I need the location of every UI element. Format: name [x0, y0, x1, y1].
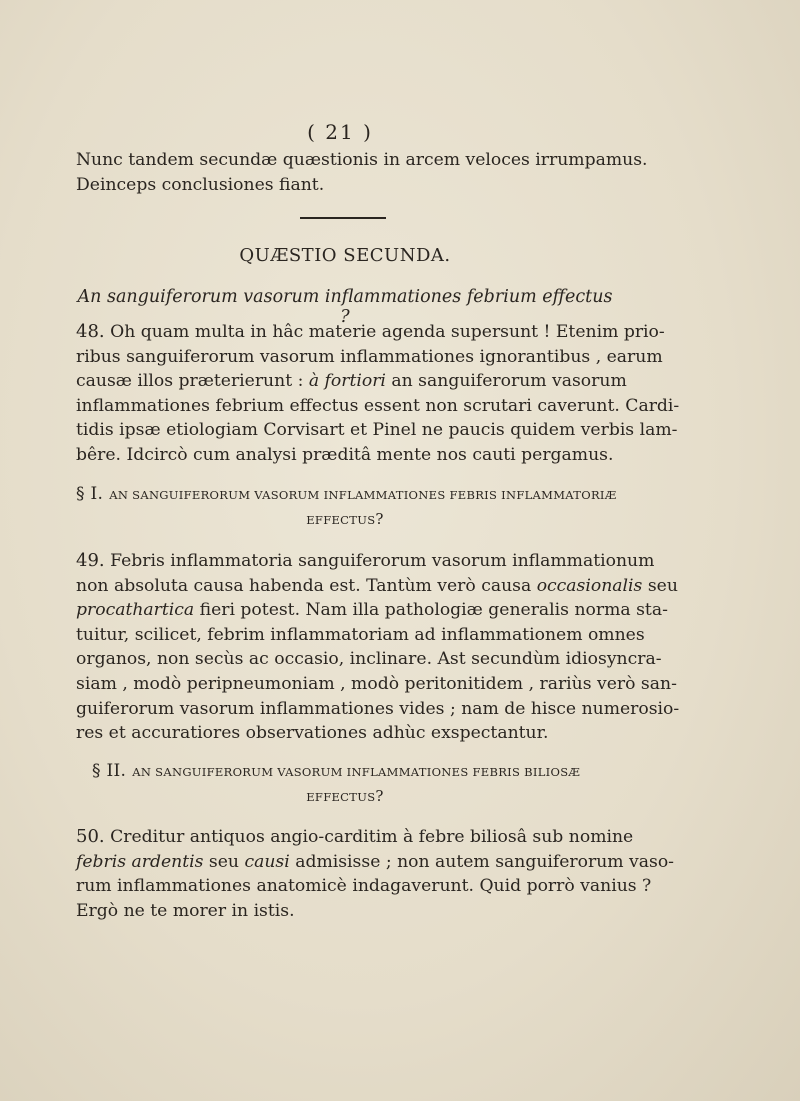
paragraph-text: fieri potest. Nam illa pathologiæ generalis norma sta- [194, 600, 668, 621]
italic-phrase: causi [244, 851, 290, 872]
paragraph-50 [76, 825, 674, 923]
intro-paragraph [76, 148, 648, 197]
section-heading-text: EFFECTUS [306, 513, 376, 527]
paragraph-line: bêre. Idcircò cum analysi præditâ mente nos cauti pergamus. [76, 444, 614, 465]
paragraph-text: admisisse ; non autem sanguiferorum vaso- [289, 851, 674, 872]
italic-phrase: febris ardentis [76, 851, 204, 872]
paragraph-line: res et accuratiores observationes adhùc exspectantur. [76, 723, 549, 744]
paragraph-text: Oh quam multa in hâc materie agenda supersunt ! Etenim prio- [110, 322, 665, 342]
paragraph-line [76, 598, 668, 623]
section-heading-line [76, 787, 614, 805]
paragraph-text: causæ illos præterierunt : [76, 371, 309, 392]
paragraph-line [76, 850, 674, 875]
section-question-mark: ? [375, 510, 384, 528]
divider-rule [300, 217, 386, 219]
paragraph-text: Creditur antiquos angio-carditim à febre biliosâ sub nomine [110, 827, 634, 847]
paragraph-text: non absoluta causa habenda est. Tantùm verò causa [76, 575, 537, 596]
paragraph-line [76, 320, 665, 345]
italic-phrase: occasionalis [536, 575, 643, 596]
section-heading-1 [76, 484, 617, 528]
intro-line-1: Nunc tandem secundæ quæstionis in arcem veloces irrumpamus. [76, 150, 648, 170]
paragraph-line [76, 825, 634, 850]
paragraph-text: seu [203, 851, 245, 872]
paragraph-line [76, 574, 678, 599]
paragraph-48 [76, 320, 680, 468]
paragraph-49 [76, 549, 680, 746]
paragraph-line: Ergò ne te morer in istis. [76, 900, 295, 921]
paragraph-number: 50. [76, 826, 105, 847]
question-title: QUÆSTIO SECUNDA. [239, 245, 451, 266]
paragraph-line: ribus sanguiferorum vasorum inflammationes ignorantibus , earum [76, 346, 663, 367]
paragraph-line [76, 369, 627, 394]
paragraph-text: Febris inflammatoria sanguiferorum vasorum inflammationum [110, 551, 655, 571]
paragraph-text: seu [642, 575, 678, 596]
question-subtitle: An sanguiferorum vasorum inflammationes febrium effectus ? [77, 287, 613, 327]
section-heading-text: AN SANGUIFERORUM VASORUM INFLAMMATIONES FEBRIS INFLAMMATORIÆ [109, 488, 617, 502]
section-mark: § I. [76, 484, 104, 504]
paragraph-text: an sanguiferorum vasorum [385, 371, 627, 392]
paragraph-line [76, 549, 655, 574]
paragraph-number: 48. [76, 321, 105, 342]
paragraph-line: tidis ipsæ etiologiam Corvisart et Pinel ne paucis quidem verbis lam- [76, 420, 678, 441]
paragraph-line: inflammationes febrium effectus essent non scrutari caverunt. Cardi- [76, 395, 680, 416]
paragraph-line: rum inflammationes anatomicè indagaverunt. Quid porrò vanius ? [76, 876, 652, 897]
section-mark: § II. [92, 761, 127, 781]
paragraph-line: guiferorum vasorum inflammationes vides ; nam de hisce numerosio- [76, 698, 680, 719]
page-number: ( 21 ) [307, 120, 373, 144]
section-question-mark: ? [375, 787, 384, 805]
section-heading-line [76, 484, 617, 504]
section-heading-text: AN SANGUIFERORUM VASORUM INFLAMMATIONES FEBRIS BILIOSÆ [132, 765, 581, 779]
paragraph-line: siam , modò peripneumoniam , modò peritonitidem , rariùs verò san- [76, 673, 677, 694]
section-heading-2 [76, 761, 614, 805]
paragraph-number: 49. [76, 550, 105, 571]
italic-phrase: à fortiori [308, 371, 386, 392]
intro-line-2: Deinceps conclusiones fiant. [76, 174, 325, 195]
paragraph-line: tuitur, scilicet, febrim inflammatoriam ad inflammationem omnes [76, 624, 645, 645]
section-heading-line [76, 510, 614, 528]
section-heading-text: EFFECTUS [306, 790, 376, 804]
section-heading-line [76, 761, 614, 781]
italic-phrase: procathartica [76, 600, 195, 621]
paragraph-line: organos, non secùs ac occasio, inclinare. Ast secundùm idiosyncra- [76, 649, 662, 670]
